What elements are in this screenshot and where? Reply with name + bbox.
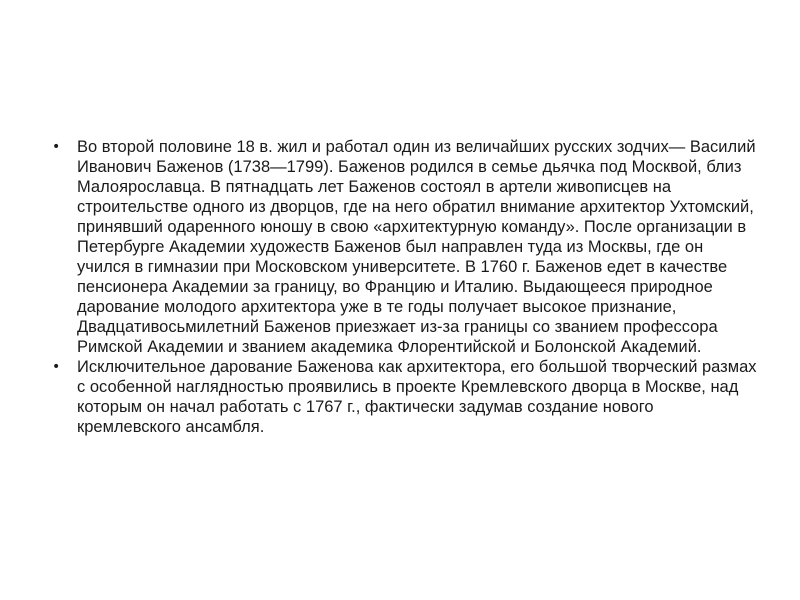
bullet-item-kremlin-palace-project <box>52 357 757 437</box>
bullet-marker: • <box>52 359 61 375</box>
bullet-marker: • <box>52 139 61 155</box>
bullet-item-bazhenov-biography <box>52 137 757 357</box>
bullet-list <box>52 137 757 437</box>
bullet-text: Исключительное дарование Баженова как архитектора, его большой творческий размах с особенной наглядностью проявились в проекте Кремлевского дворца в Москве, над которым он начал работать с 1767 г., фактически задумав создание нового кремлевского ансамбля. <box>77 358 757 436</box>
bullet-text: Во второй половине 18 в. жил и работал один из величайших русских зодчих— Василий Иванович Баженов (1738—1799). Баженов родился в семье дьячка под Москвой, близ Малоярославца. В пятнадцать лет Баженов состоял в артели живописцев на строительстве одного из дворцов, где на него обратил внимание архитектор Ухтомский, принявший одаренного юношу в свою «архитектурную команду». После организации в Петербурге Академии художеств Баженов был направлен туда из Москвы, где он учился в гимназии при Московском университете. В 1760 г. Баженов едет в качестве пенсионера Академии за границу, во Францию и Италию. Выдающееся природное дарование молодого архитектора уже в те годы получает высокое признание, Двадцативосьмилетний Баженов приезжает из-за границы со званием профессора Римской Академии и званием академика Флорентийской и Болонской Академий. <box>77 138 756 356</box>
